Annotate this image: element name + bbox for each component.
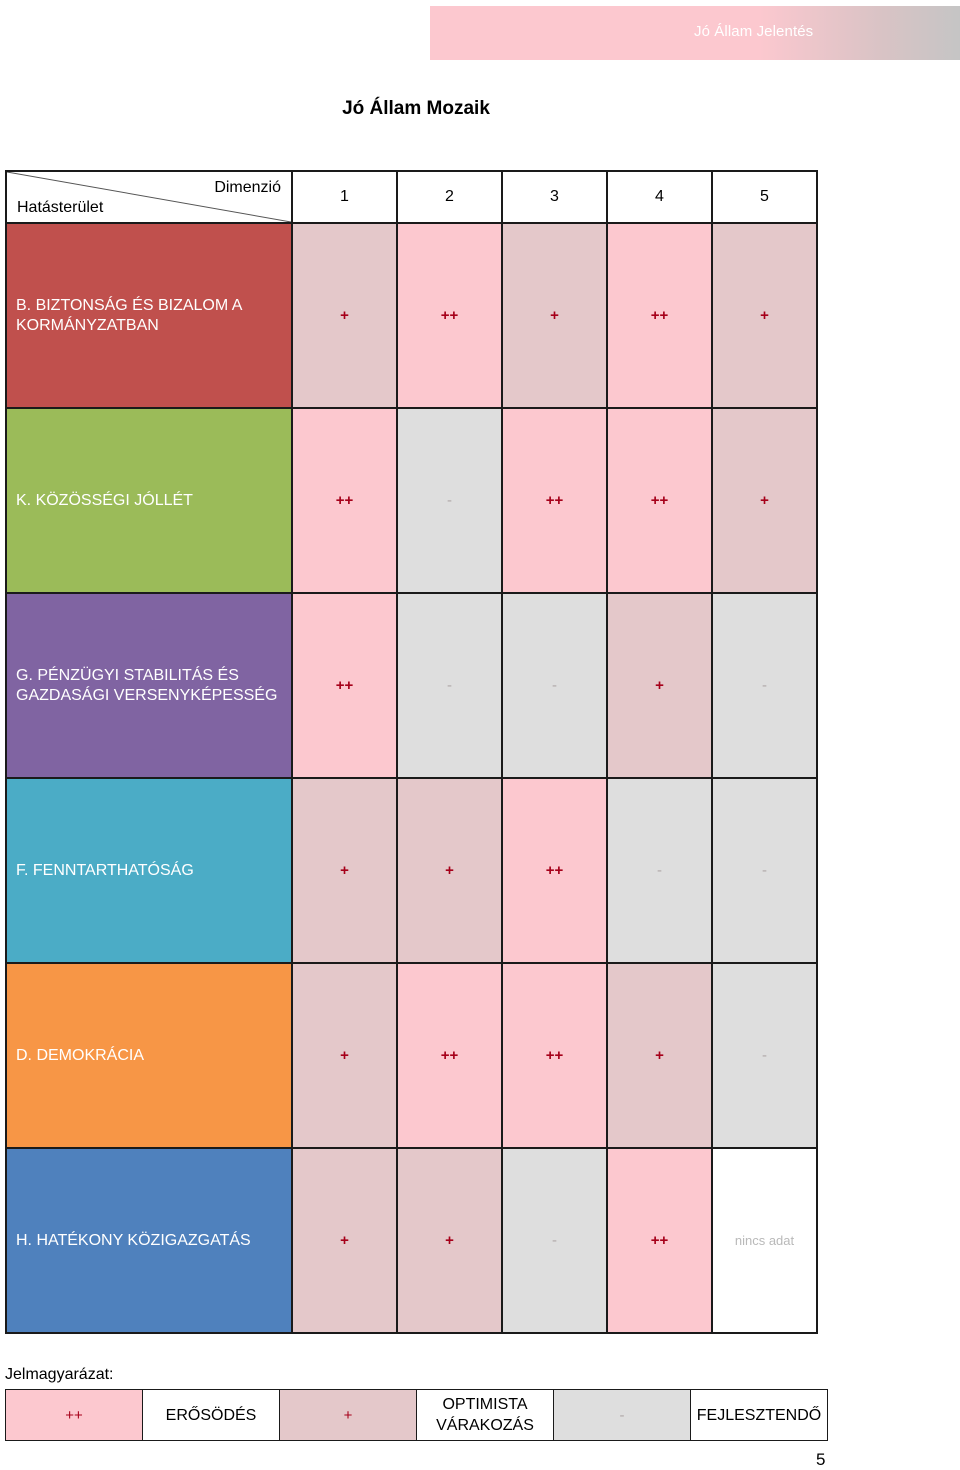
impact-area-label [6,963,292,1148]
legend-label-strong [143,1390,280,1441]
table-row [6,778,817,963]
score-cell: nincs adat [712,1148,817,1333]
score-cell: ++ [607,408,712,593]
score-cell: - [712,778,817,963]
impact-area-text: H. HATÉKONY KÖZIGAZGATÁS [16,1231,251,1249]
score-cell: ++ [292,593,397,778]
impact-area-label [6,1148,292,1333]
score-cell: + [292,1148,397,1333]
table-row [6,408,817,593]
impact-area-text: KORMÁNYZATBAN [16,316,159,334]
impact-area-label [6,408,292,593]
score-cell: ++ [607,1148,712,1333]
score-cell: - [502,1148,607,1333]
impact-area-label [6,593,292,778]
corner-dimension-label: Dimenzió [214,179,281,196]
corner-area-label: Hatásterület [17,199,104,216]
score-cell: ++ [397,223,502,408]
score-cell: - [397,408,502,593]
impact-area-text: D. DEMOKRÁCIA [16,1046,145,1064]
score-cell: - [712,593,817,778]
score-cell: + [397,1148,502,1333]
legend-label-text: OPTIMISTA [442,1396,528,1413]
score-cell: ++ [502,963,607,1148]
impact-area-label [6,223,292,408]
score-cell: + [712,408,817,593]
impact-area-text: G. PÉNZÜGYI STABILITÁS ÉS [16,666,239,684]
legend-table [5,1389,828,1441]
column-header: 3 [502,171,607,223]
table-header-row [6,171,817,223]
page-number: 5 [816,1450,826,1469]
legend-label-text: VÁRAKOZÁS [436,1417,534,1434]
column-header: 1 [292,171,397,223]
header-title: Jó Állam Jelentés [694,23,814,40]
score-cell: + [292,963,397,1148]
score-cell: - [712,963,817,1148]
corner-cell [6,171,292,223]
impact-area-text: K. KÖZÖSSÉGI JÓLLÉT [16,491,193,509]
column-header: 5 [712,171,817,223]
score-cell: + [502,223,607,408]
score-cell: - [502,593,607,778]
score-cell: + [292,778,397,963]
score-cell: ++ [397,963,502,1148]
legend-label-text: ERŐSÖDÉS [165,1406,257,1424]
score-cell: ++ [292,408,397,593]
mosaic-table [5,170,818,1334]
impact-area-label [6,778,292,963]
score-cell: + [607,593,712,778]
impact-area-text: F. FENNTARTHATÓSÁG [16,861,194,879]
legend-title: Jelmagyarázat: [5,1366,114,1383]
legend-symbol-optimistic: + [280,1390,417,1441]
legend-label-develop [691,1390,828,1441]
legend-symbol-strong: ++ [6,1390,143,1441]
table-row [6,593,817,778]
table-row [6,223,817,408]
column-header: 4 [607,171,712,223]
page-title: Jó Állam Mozaik [342,98,490,119]
score-cell: + [607,963,712,1148]
score-cell: + [292,223,397,408]
score-cell: ++ [607,223,712,408]
legend-row [6,1390,828,1441]
column-header: 2 [397,171,502,223]
score-cell: - [397,593,502,778]
legend-label-optimistic [417,1390,554,1441]
table-row [6,1148,817,1333]
score-cell: - [607,778,712,963]
score-cell: ++ [502,408,607,593]
score-cell: + [397,778,502,963]
legend-symbol-develop: - [554,1390,691,1441]
legend-label-text: FEJLESZTENDŐ [696,1406,822,1424]
impact-area-text: B. BIZTONSÁG ÉS BIZALOM A [16,296,243,314]
impact-area-text: GAZDASÁGI VERSENYKÉPESSÉG [16,686,278,704]
score-cell: + [712,223,817,408]
table-row [6,963,817,1148]
score-cell: ++ [502,778,607,963]
